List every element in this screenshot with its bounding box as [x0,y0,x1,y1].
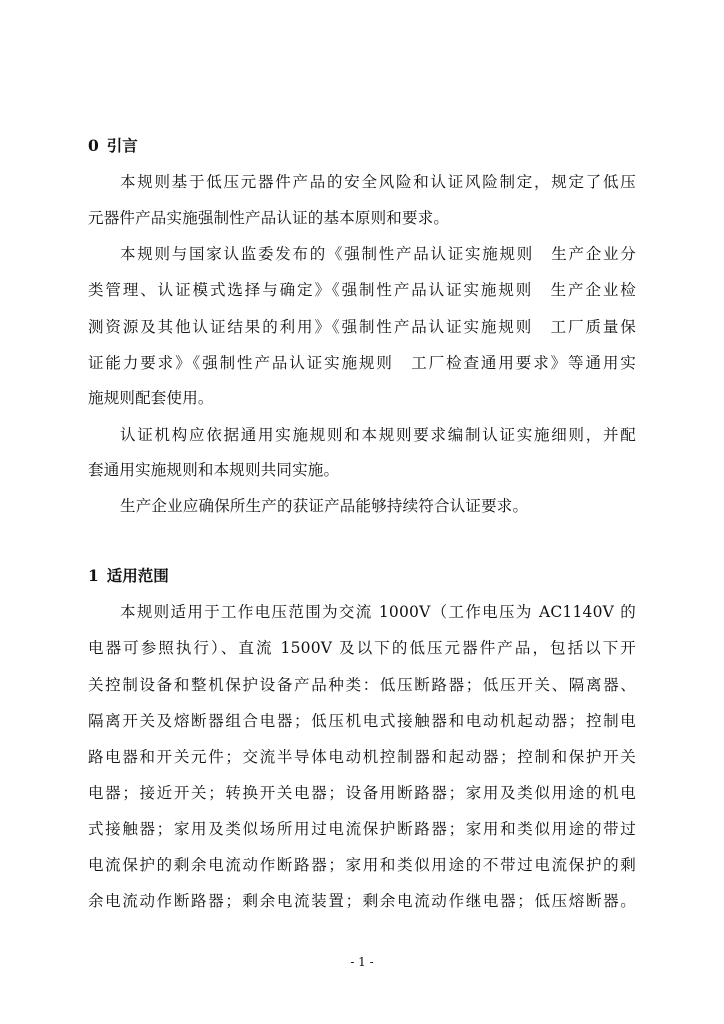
paragraph-line: 路电器和开关元件；交流半导体电动机控制器和起动器；控制和保护开关 [88,748,636,766]
paragraph-line: 认证机构应依据通用实施规则和本规则要求编制认证实施细则，并配 [120,426,636,444]
section-title: 适用范围 [106,566,169,585]
paragraph-line: 电流保护的剩余电流动作断路器；家用和类似用途的不带过电流保护的剩 [88,856,636,874]
paragraph-line: 套通用实施规则和本规则共同实施。 [88,461,340,479]
paragraph-line: 类管理、认证模式选择与确定》《强制性产品认证实施规则 生产企业检 [88,281,636,299]
paragraph-line: 式接触器；家用及类似场所用过电流保护断路器；家用和类似用途的带过 [88,820,636,838]
paragraph-line: 余电流动作断路器；剩余电流装置；剩余电流动作继电器；低压熔断器。 [88,892,636,910]
section-number: 1 [88,566,99,585]
section-title: 引言 [106,136,138,155]
paragraph-line: 隔离开关及熔断器组合电器；低压机电式接触器和电动机起动器；控制电 [88,712,636,730]
paragraph-line: 本规则与国家认监委发布的《强制性产品认证实施规则 生产企业分 [120,245,636,263]
section-heading-scope [88,566,169,586]
paragraph-line: 电器；接近开关；转换开关电器；设备用断路器；家用及类似用途的机电 [88,784,636,802]
paragraph-line: 测资源及其他认证结果的利用》《强制性产品认证实施规则 工厂质量保 [88,318,636,336]
paragraph-line: 元器件产品实施强制性产品认证的基本原则和要求。 [88,209,450,227]
section-number: 0 [88,136,99,155]
paragraph-line: 施规则配套使用。 [88,389,214,407]
page-number: - 1 - [350,955,374,969]
paragraph-line: 本规则基于低压元器件产品的安全风险和认证风险制定，规定了低压 [120,173,636,191]
paragraph-line: 电器可参照执行）、直流 1500V 及以下的低压元器件产品，包括以下开 [88,639,636,657]
paragraph-line: 证能力要求》《强制性产品认证实施规则 工厂检查通用要求》等通用实 [88,354,636,372]
paragraph-line: 关控制设备和整机保护设备产品种类：低压断路器；低压开关、隔离器、 [88,676,636,694]
paragraph-line: 生产企业应确保所生产的获证产品能够持续符合认证要求。 [120,497,529,515]
paragraph-line: 本规则适用于工作电压范围为交流 1000V（工作电压为 AC1140V 的 [120,603,636,621]
section-heading-intro [88,136,138,156]
